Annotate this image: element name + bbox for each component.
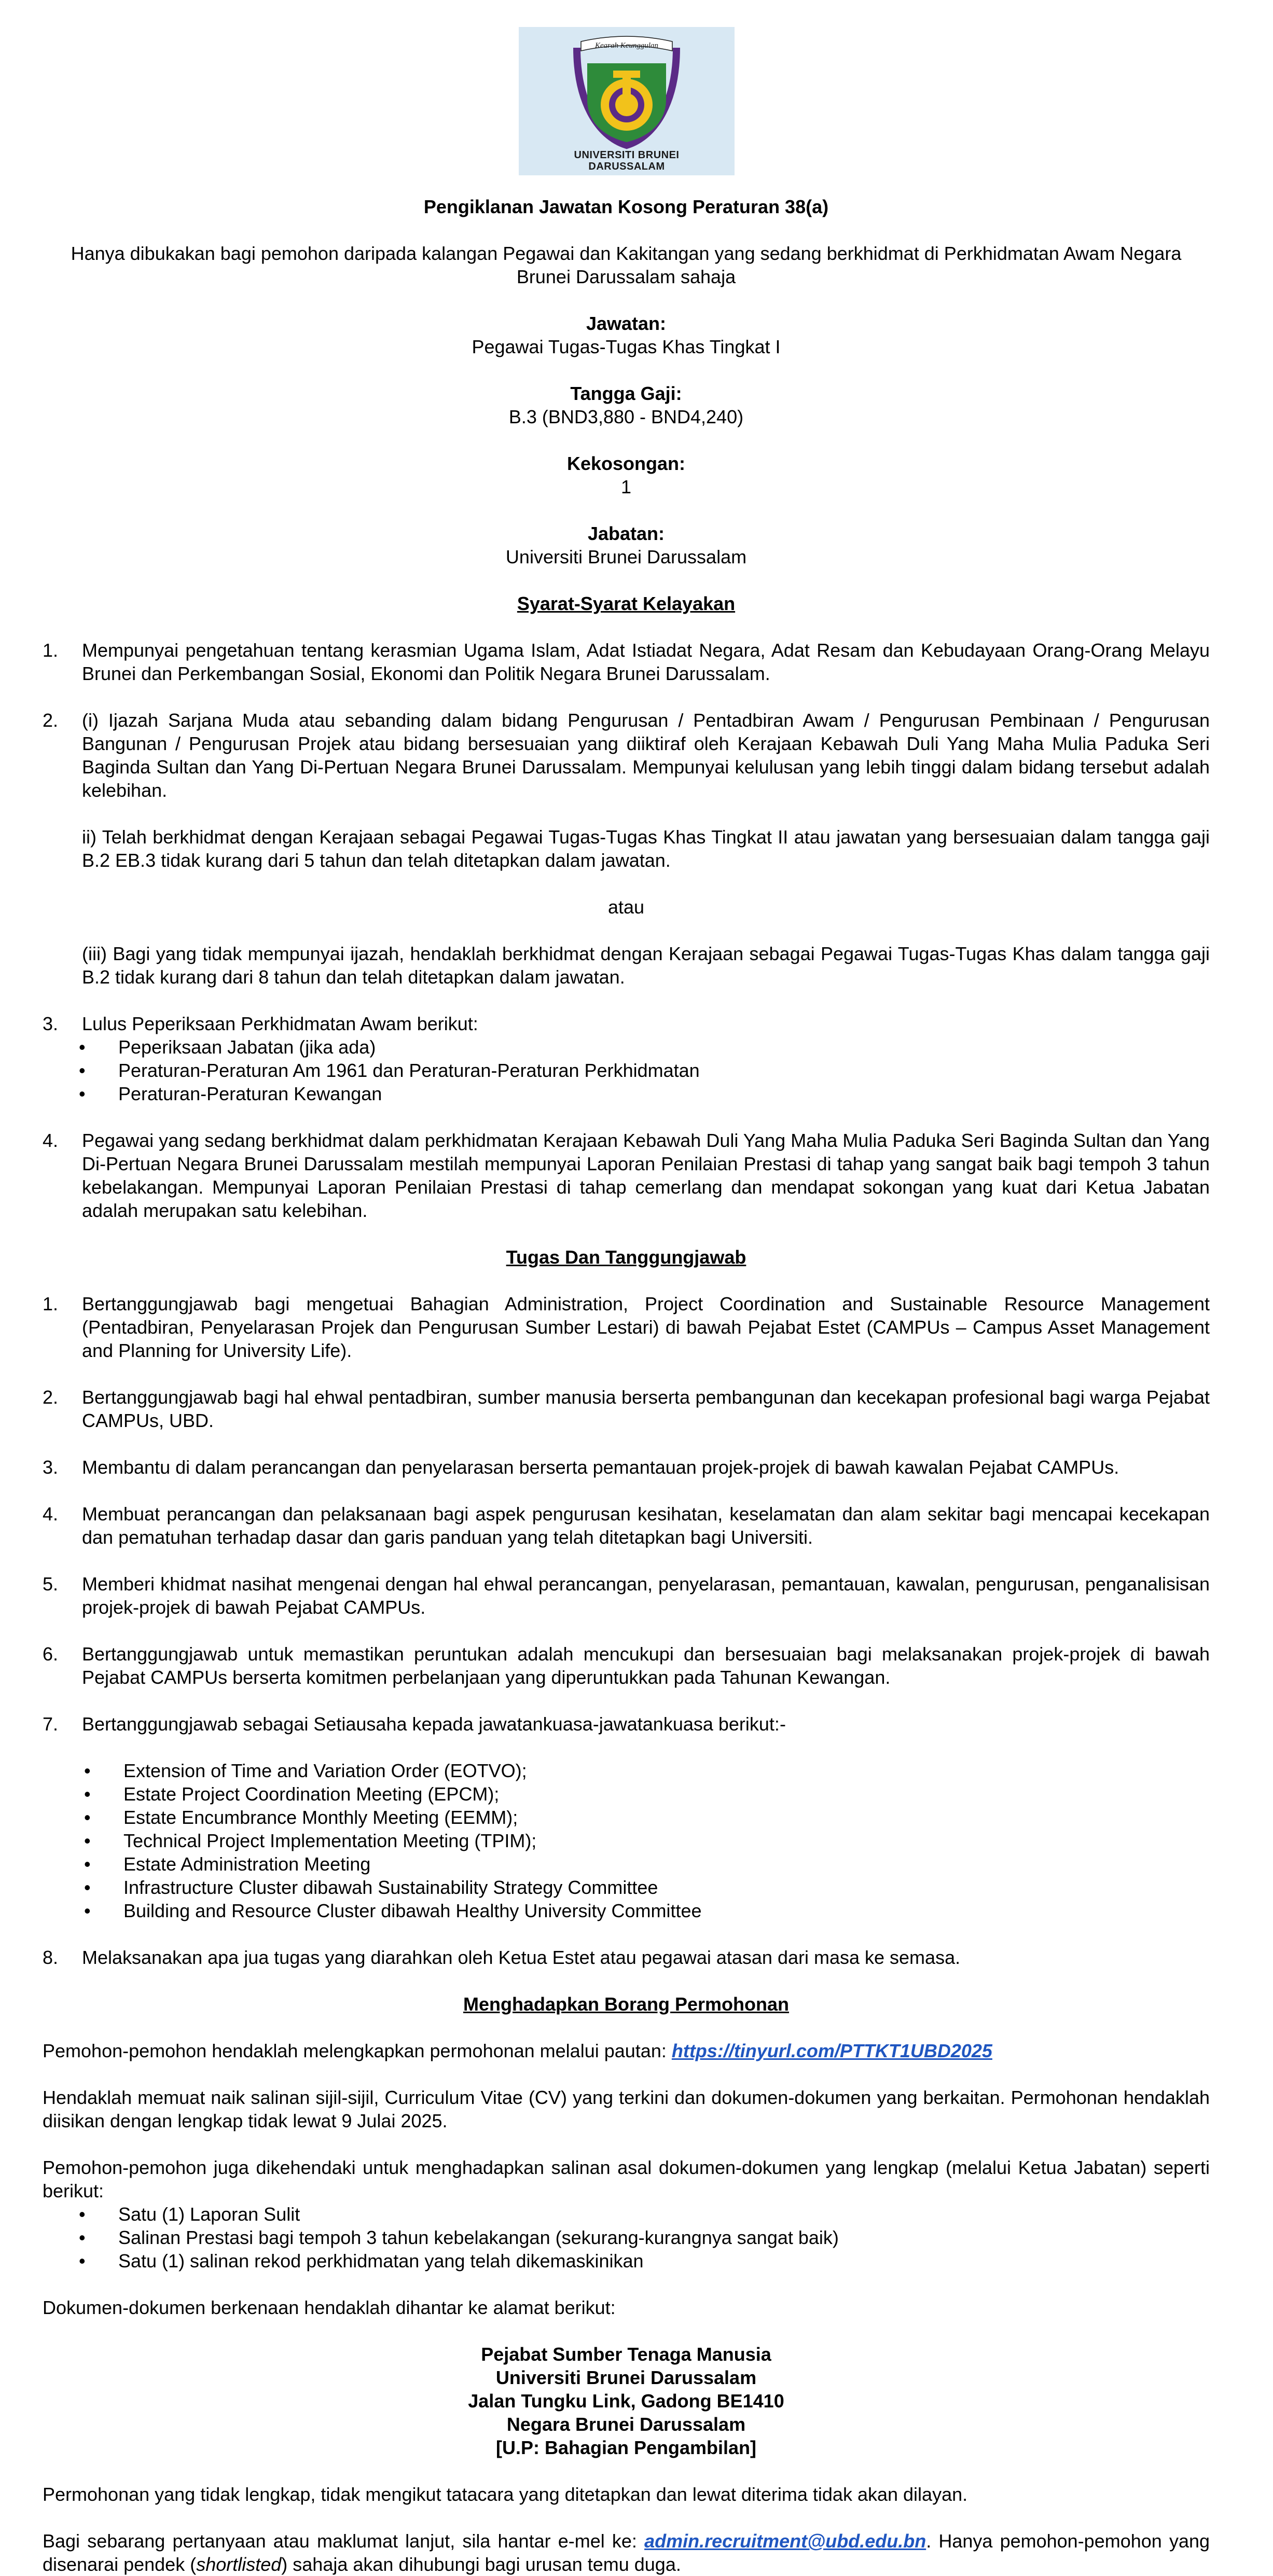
committee-bullet: • Extension of Time and Variation Order (EOTVO); <box>84 1760 527 1781</box>
borang-incomplete-notice: Permohonan yang tidak lengkap, tidak mengikut tatacara yang ditetapkan dan lewat diterima tidak akan dilayan. <box>43 2484 968 2505</box>
address-line: Jalan Tungku Link, Gadong BE1410 <box>468 2390 784 2412</box>
contact-email-link[interactable]: admin.recruitment@ubd.edu.bn <box>644 2530 926 2552</box>
jawatan-label: Jawatan: <box>586 313 667 334</box>
intro-text: Hanya dibukakan bagi pemohon daripada kalangan Pegawai dan Kakitangan yang sedang berkhidmat di Perkhidmatan Awam Negara Brunei Darussalam sahaja <box>71 243 1182 287</box>
syarat-heading: Syarat-Syarat Kelayakan <box>517 593 736 614</box>
document-bullet: • Satu (1) Laporan Sulit <box>79 2204 300 2225</box>
address-line: Negara Brunei Darussalam <box>506 2414 746 2435</box>
logo-motto: Kearah Keunggulan <box>594 41 659 50</box>
jabatan-label: Jabatan: <box>587 523 665 544</box>
syarat-item-4: 4. Pegawai yang sedang berkhidmat dalam perkhidmatan Kerajaan Kebawah Duli Yang Maha Mulia Paduka Seri Baginda Sultan dan Yang Di-Pertuan Negara Brunei Darussalam mestilah mempunyai Laporan Penilaian Prestasi di tahap yang sangat baik bagi tempoh 3 tahun kebelakangan. Mempunyai Laporan Penilaian Prestasi di tahap cemerlang dan mendapat sokongan yang kuat dari Ketua Jabatan adalah merupakan satu kelebihan. <box>43 1130 1210 1221</box>
borang-heading: Menghadapkan Borang Permohonan <box>463 1993 790 2015</box>
syarat-item-1: 1. Mempunyai pengetahuan tentang kerasmian Ugama Islam, Adat Istiadat Negara, Adat Resam dan Kebudayaan Orang-Orang Melayu Brunei dan Perkembangan Sosial, Ekonomi dan Politik Negara Brunei Darussalam. <box>43 640 1210 684</box>
jabatan-value: Universiti Brunei Darussalam <box>505 546 747 567</box>
committee-bullet: • Building and Resource Cluster dibawah Healthy University Committee <box>84 1900 702 1921</box>
tugas-item: 4. Membuat perancangan dan pelaksanaan bagi aspek pengurusan kesihatan, keselamatan dan alam sekitar bagi mencapai kecekapan dan pematuhan terhadap dasar dan garis panduan yang telah ditetapkan bagi Universiti. <box>43 1503 1210 1548</box>
syarat-item-2-ii: ii) Telah berkhidmat dengan Kerajaan sebagai Pegawai Tugas-Tugas Khas Tingkat II atau jawatan yang bersesuaian dalam tangga gaji B.2 EB.3 tidak kurang dari 5 tahun dan telah ditetapkan dalam jawatan. <box>82 826 1210 871</box>
document-bullet: • Salinan Prestasi bagi tempoh 3 tahun kebelakangan (sekurang-kurangnya sangat baik) <box>79 2227 839 2248</box>
tugas-heading: Tugas Dan Tanggungjawab <box>506 1247 746 1268</box>
syarat-bullet: • Peraturan-Peraturan Am 1961 dan Peraturan-Peraturan Perkhidmatan <box>79 1060 700 1081</box>
tugas-item: 5. Memberi khidmat nasihat mengenai dengan hal ehwal perancangan, penyelarasan, pemantauan, kawalan, pengurusan, penganalisisan projek-projek di bawah Pejabat CAMPUs. <box>43 1573 1210 1618</box>
borang-address-intro: Dokumen-dokumen berkenaan hendaklah dihantar ke alamat berikut: <box>43 2297 616 2318</box>
syarat-item-3: 3. Lulus Peperiksaan Perkhidmatan Awam berikut: <box>43 1013 478 1034</box>
tugas-item: 3. Membantu di dalam perancangan dan penyelarasan berserta pemantauan projek-projek di bawah kawalan Pejabat CAMPUs. <box>43 1457 1119 1478</box>
committee-bullet: • Infrastructure Cluster dibawah Sustainability Strategy Committee <box>84 1877 658 1898</box>
tugas-item: 6. Bertanggungjawab untuk memastikan peruntukan adalah mencukupi dan bersesuaian bagi melaksanakan projek-projek di bawah Pejabat CAMPUs berserta komitmen perbelanjaan yang diperuntukkan pada Tahunan Kewangan. <box>43 1643 1210 1688</box>
committee-bullet: • Technical Project Implementation Meeting (TPIM); <box>84 1830 537 1851</box>
borang-contact-paragraph: Bagi sebarang pertanyaan atau maklumat lanjut, sila hantar e-mel ke: admin.recruitment@ubd.edu.bn. Hanya pemohon-pemohon yang disenarai pendek (shortlisted) sahaja akan dihubungi bagi urusan temu duga. <box>43 2530 1210 2575</box>
address-line: [U.P: Bahagian Pengambilan] <box>495 2437 757 2458</box>
kekosongan-label: Kekosongan: <box>566 453 686 474</box>
borang-link-paragraph: Pemohon-pemohon hendaklah melengkapkan permohonan melalui pautan: https://tinyurl.com/PTTKT1UBD2025 <box>43 2040 992 2061</box>
syarat-item-2-iii: (iii) Bagi yang tidak mempunyai ijazah, hendaklah berkhidmat dengan Kerajaan sebagai Pegawai Tugas-Tugas Khas dalam tangga gaji B.2 tidak kurang dari 8 tahun dan telah ditetapkan dalam jawatan. <box>82 943 1210 988</box>
committee-bullet: • Estate Administration Meeting <box>84 1853 371 1875</box>
syarat-item-2-i: (i) Ijazah Sarjana Muda atau sebanding dalam bidang Pengurusan / Pentadbiran Awam / Pengurusan Pembinaan / Pengurusan Bangunan / Pengurusan Projek atau bidang bersesuaian yang diiktiraf oleh Kerajaan Kebawah Duli Yang Maha Mulia Paduka Seri Baginda Sultan dan Yang Di-Pertuan Negara Brunei Darussalam. Mempunyai kelulusan yang lebih tinggi dalam bidang tersebut adalah kelebihan. <box>82 710 1210 801</box>
document-body <box>43 195 1210 2576</box>
syarat-bullet: • Peperiksaan Jabatan (jika ada) <box>79 1036 376 1058</box>
syarat-atau: atau <box>607 896 645 918</box>
jawatan-value: Pegawai Tugas-Tugas Khas Tingkat I <box>472 336 781 357</box>
address-line: Universiti Brunei Darussalam <box>495 2367 757 2388</box>
borang-upload-paragraph: Hendaklah memuat naik salinan sijil-sijil, Curriculum Vitae (CV) yang terkini dan dokumen-dokumen yang berkaitan. Permohonan hendaklah diisikan dengan lengkap tidak lewat 9 Julai 2025. <box>43 2087 1210 2131</box>
page-title: Pengiklanan Jawatan Kosong Peraturan 38(a) <box>423 196 829 217</box>
committee-bullet: • Estate Project Coordination Meeting (EPCM); <box>84 1783 500 1805</box>
logo-name-line1: UNIVERSITI BRUNEI <box>574 149 680 161</box>
tugas-item: 8. Melaksanakan apa jua tugas yang diarahkan oleh Ketua Estet atau pegawai atasan dari masa ke semasa. <box>43 1947 961 1968</box>
gaji-value: B.3 (BND3,880 - BND4,240) <box>508 406 744 427</box>
syarat-bullet: • Peraturan-Peraturan Kewangan <box>79 1083 382 1104</box>
tugas-item: 1. Bertanggungjawab bagi mengetuai Bahagian Administration, Project Coordination and Sustainable Resource Management (Pentadbiran, Penyelarasan Projek dan Pengurusan Sumber Lestari) di bawah Pejabat Estet (CAMPUs – Campus Asset Management and Planning for University Life). <box>43 1293 1210 1361</box>
kekosongan-value: 1 <box>620 476 632 497</box>
borang-documents-paragraph: Pemohon-pemohon juga dikehendaki untuk menghadapkan salinan asal dokumen-dokumen yang lengkap (melalui Ketua Jabatan) seperti berikut: <box>43 2157 1210 2201</box>
syarat-item-2: 2. (i) Ijazah Sarjana Muda atau sebanding dalam bidang Pengurusan / Pentadbiran Awam / Pengurusan Pembinaan / Pengurusan Bangunan / Pengurusan Projek atau bidang bersesuaian yang diiktiraf oleh Kerajaan Kebawah Duli Yang Maha Mulia Paduka Seri Baginda Sultan dan Yang Di-Pertuan Negara Brunei Darussalam. Mempunyai kelulusan yang lebih tinggi dalam bidang tersebut adalah kelebihan. ii) Telah berkhidmat dengan Kerajaan sebagai Pegawai Tugas-Tugas Khas Tingkat II atau jawatan yang bersesuaian dalam tangga gaji B.2 EB.3 tidak kurang dari 5 tahun dan telah ditetapkan dalam jawatan. atau (iii) Bagi yang tidak mempunyai ijazah, hendaklah berkhidmat dengan Kerajaan sebagai Pegawai Tugas-Tugas Khas dalam tangga gaji B.2 tidak kurang dari 8 tahun dan telah ditetapkan dalam jawatan. <box>43 710 1210 988</box>
tugas-item: 2. Bertanggungjawab bagi hal ehwal pentadbiran, sumber manusia berserta pembangunan dan kecekapan profesional bagi warga Pejabat CAMPUs, UBD. <box>43 1387 1210 1431</box>
logo-name-line2: DARUSSALAM <box>588 161 665 172</box>
gaji-label: Tangga Gaji: <box>570 383 682 404</box>
document-bullet: • Satu (1) salinan rekod perkhidmatan yang telah dikemaskinikan <box>79 2250 644 2272</box>
address-line: Pejabat Sumber Tenaga Manusia <box>481 2344 771 2365</box>
university-logo <box>519 27 735 175</box>
tugas-item: 7. Bertanggungjawab sebagai Setiausaha kepada jawatankuasa-jawatankuasa berikut:- <box>43 1713 786 1735</box>
committee-bullet: • Estate Encumbrance Monthly Meeting (EEMM); <box>84 1807 518 1828</box>
application-link[interactable]: https://tinyurl.com/PTTKT1UBD2025 <box>671 2040 992 2061</box>
